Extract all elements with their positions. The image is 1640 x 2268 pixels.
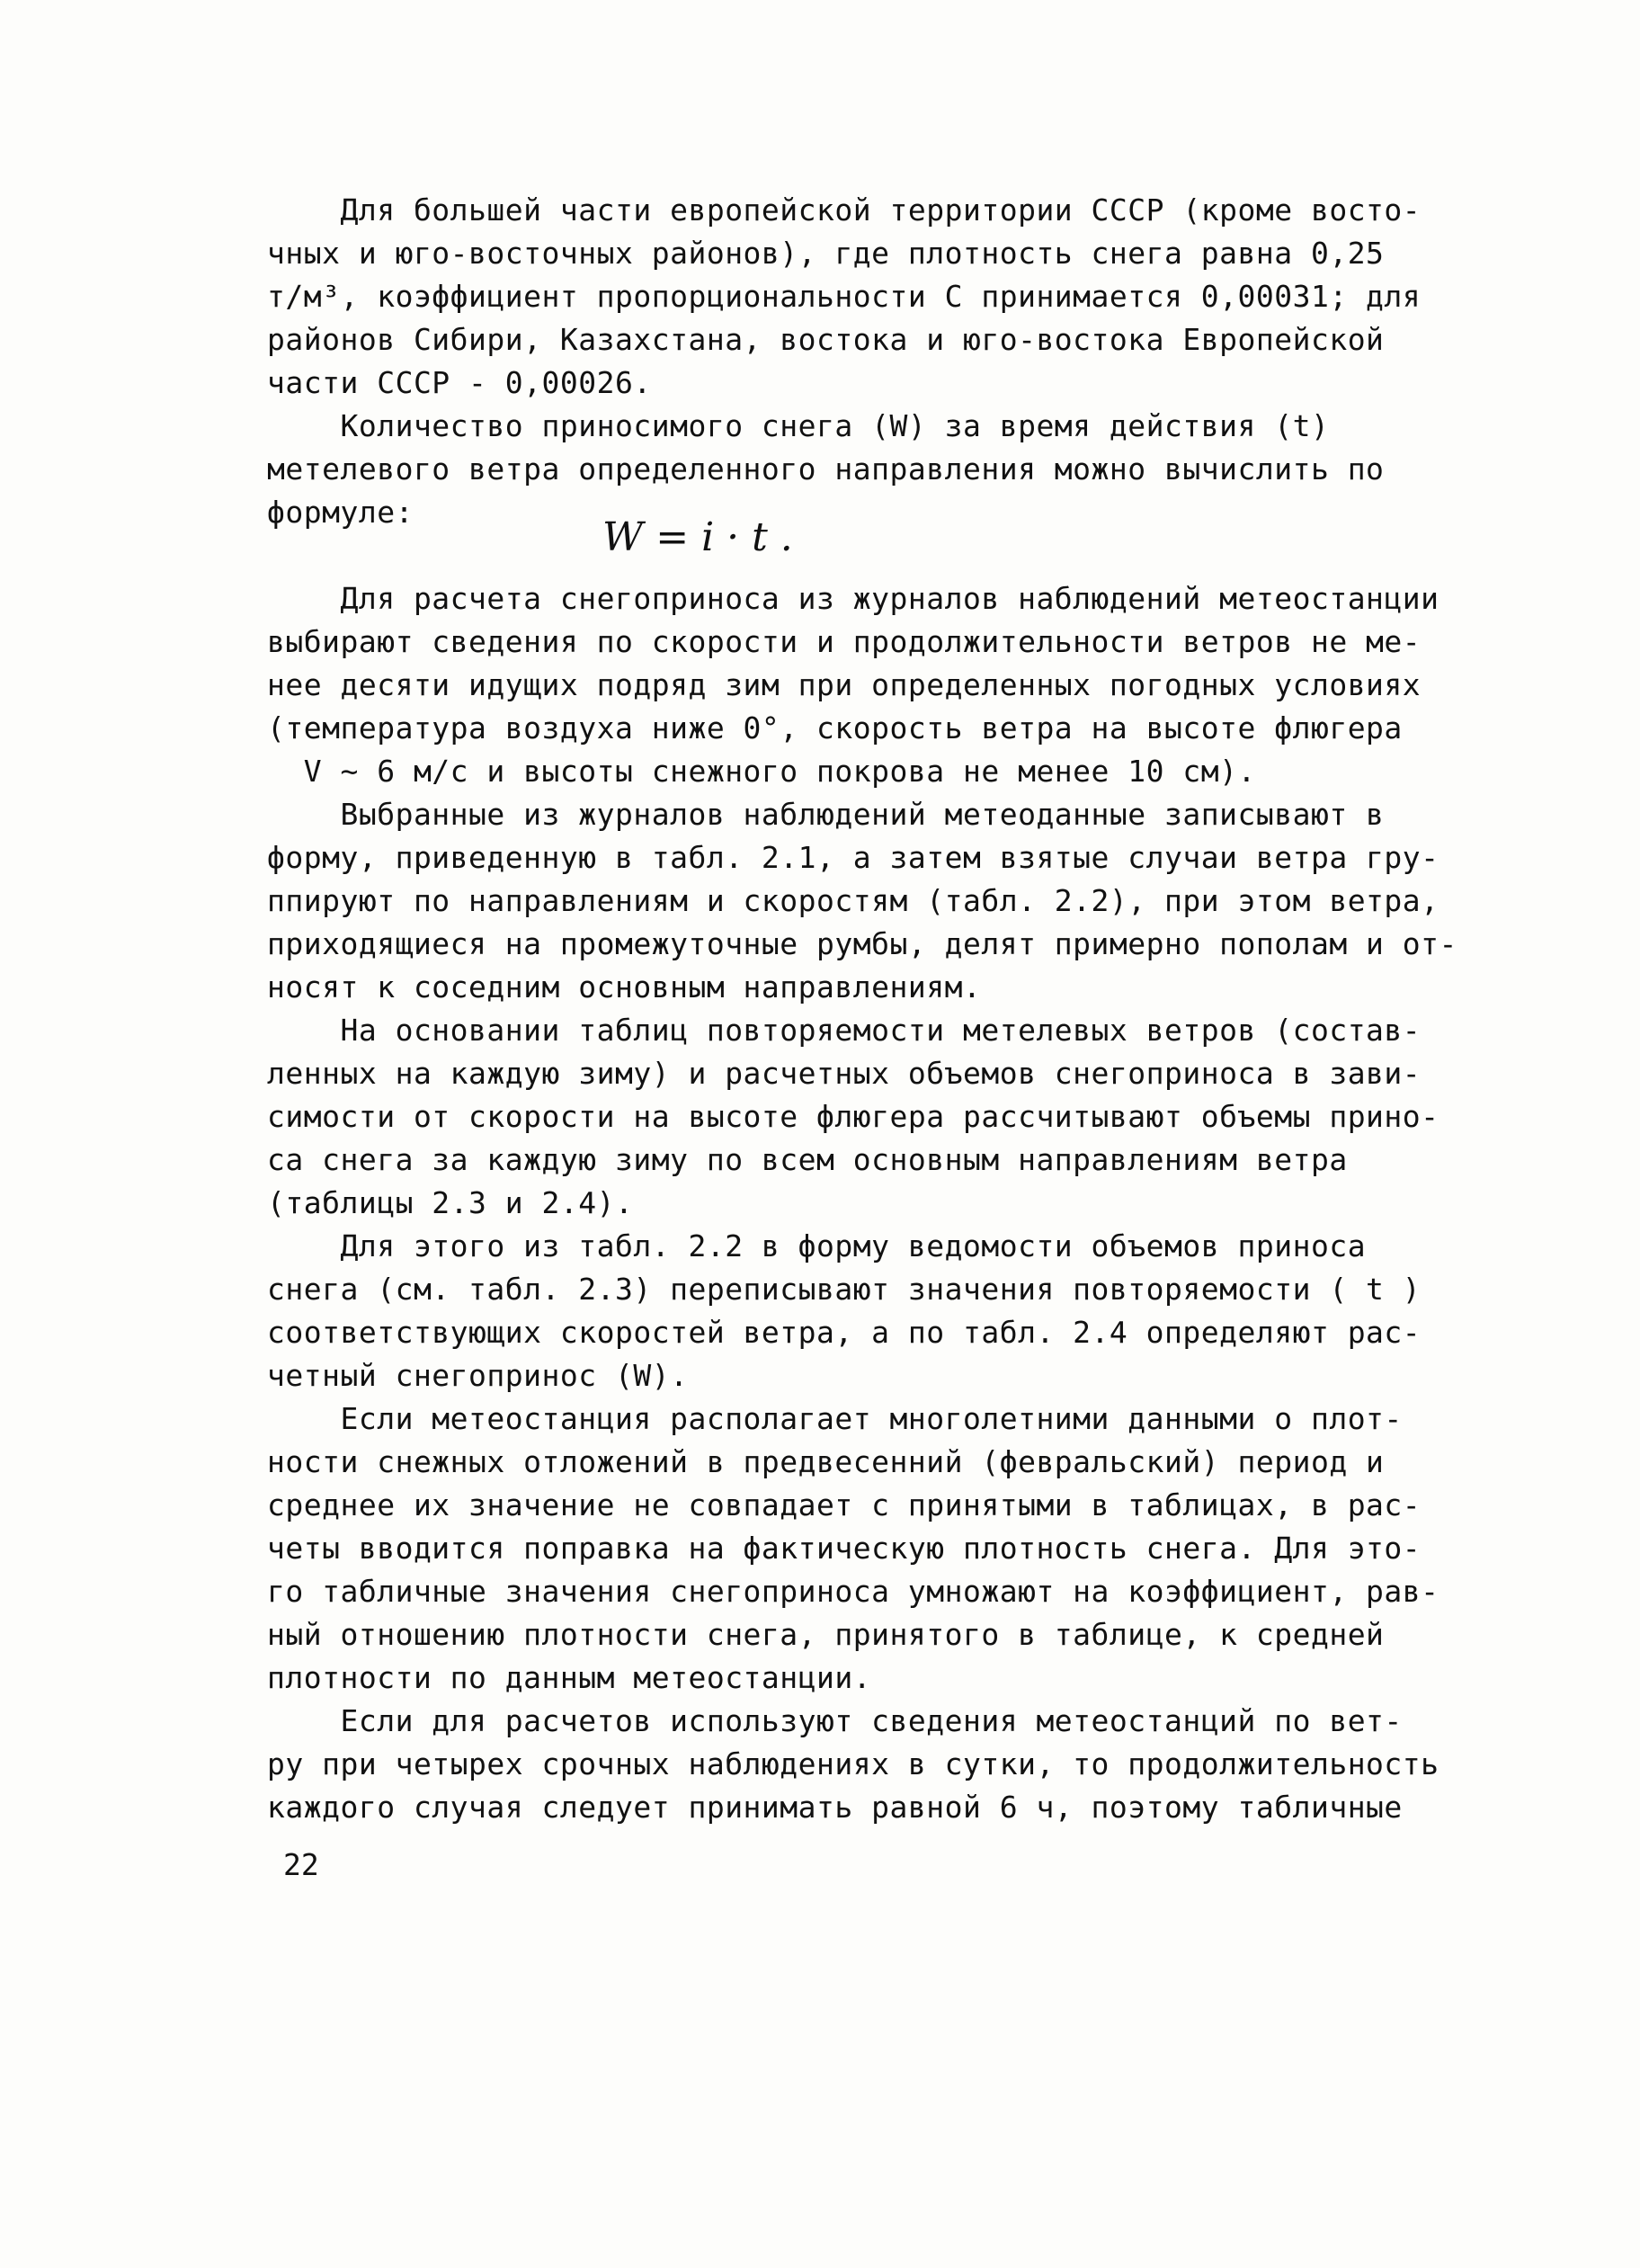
- text-line: са снега за каждую зиму по всем основным направлениям ветра: [267, 1142, 1348, 1177]
- text-line: носят к соседним основным направлениям.: [267, 969, 982, 1005]
- text-line: Для этого из табл. 2.2 в форму ведомости объемов приноса: [267, 1228, 1367, 1263]
- text-line: т/м³, коэффициент пропорциональности C принимается 0,00031; для: [267, 279, 1422, 314]
- text-line: Если метеостанция располагает многолетними данными о плот-: [267, 1401, 1403, 1436]
- text-line: V ~ 6 м/с и высоты снежного покрова не менее 10 см).: [267, 754, 1256, 789]
- text-line: (температура воздуха ниже 0°, скорость ветра на высоте флюгера: [267, 710, 1403, 746]
- text-line: метелевого ветра определенного направления можно вычислить по: [267, 451, 1385, 487]
- text-line: На основании таблиц повторяемости метелевых ветров (состав-: [267, 1013, 1422, 1048]
- text-line: ппируют по направлениям и скоростям (табл. 2.2), при этом ветра,: [267, 883, 1439, 918]
- text-line: четный снегопринос (W).: [267, 1358, 689, 1393]
- text-line: выбирают сведения по скорости и продолжительности ветров не ме-: [267, 624, 1422, 659]
- formula: W = i · t .: [602, 514, 793, 560]
- text-line: ный отношению плотности снега, принятого в таблице, к средней: [267, 1617, 1385, 1652]
- text-line: снега (см. табл. 2.3) переписывают значения повторяемости ( t ): [267, 1272, 1422, 1307]
- text-line: части СССР - 0,00026.: [267, 365, 652, 400]
- text-line: каждого случая следует принимать равной 6 ч, поэтому табличные: [267, 1790, 1403, 1825]
- text-line: Количество приносимого снега (W) за время действия (t): [267, 408, 1330, 443]
- text-line: симости от скорости на высоте флюгера рассчитывают объемы прино-: [267, 1099, 1439, 1134]
- text-line: приходящиеся на промежуточные румбы, делят примерно пополам и от-: [267, 926, 1457, 961]
- text-line: форму, приведенную в табл. 2.1, а затем взятые случаи ветра гру-: [267, 840, 1439, 875]
- text-line: четы вводится поправка на фактическую плотность снега. Для это-: [267, 1531, 1422, 1566]
- page-number: 22: [283, 1847, 319, 1882]
- text-line: ру при четырех срочных наблюдениях в сутки, то продолжительность: [267, 1746, 1439, 1781]
- text-line: ленных на каждую зиму) и расчетных объемов снегоприноса в зави-: [267, 1056, 1422, 1091]
- text-line: (таблицы 2.3 и 2.4).: [267, 1185, 634, 1220]
- text-line: соответствующих скоростей ветра, а по табл. 2.4 определяют рас-: [267, 1315, 1422, 1350]
- text-line: формуле:: [267, 495, 414, 530]
- text-line: го табличные значения снегоприноса умножают на коэффициент, рав-: [267, 1574, 1439, 1609]
- text-line: среднее их значение не совпадает с принятыми в таблицах, в рас-: [267, 1487, 1422, 1522]
- text-line: Выбранные из журналов наблюдений метеоданные записывают в: [267, 797, 1385, 832]
- text-line: чных и юго-восточных районов), где плотность снега равна 0,25: [267, 236, 1385, 271]
- text-line: нее десяти идущих подряд зим при определенных погодных условиях: [267, 667, 1422, 702]
- text-line: Если для расчетов используют сведения метеостанций по вет-: [267, 1703, 1403, 1738]
- text-line: ности снежных отложений в предвесенний (февральский) период и: [267, 1444, 1385, 1479]
- text-line: плотности по данным метеостанции.: [267, 1660, 872, 1695]
- text-line: районов Сибири, Казахстана, востока и юго-востока Европейской: [267, 322, 1385, 357]
- text-line: Для расчета снегоприноса из журналов наблюдений метеостанции: [267, 581, 1439, 616]
- text-line: Для большей части европейской территории СССР (кроме восто-: [267, 192, 1422, 228]
